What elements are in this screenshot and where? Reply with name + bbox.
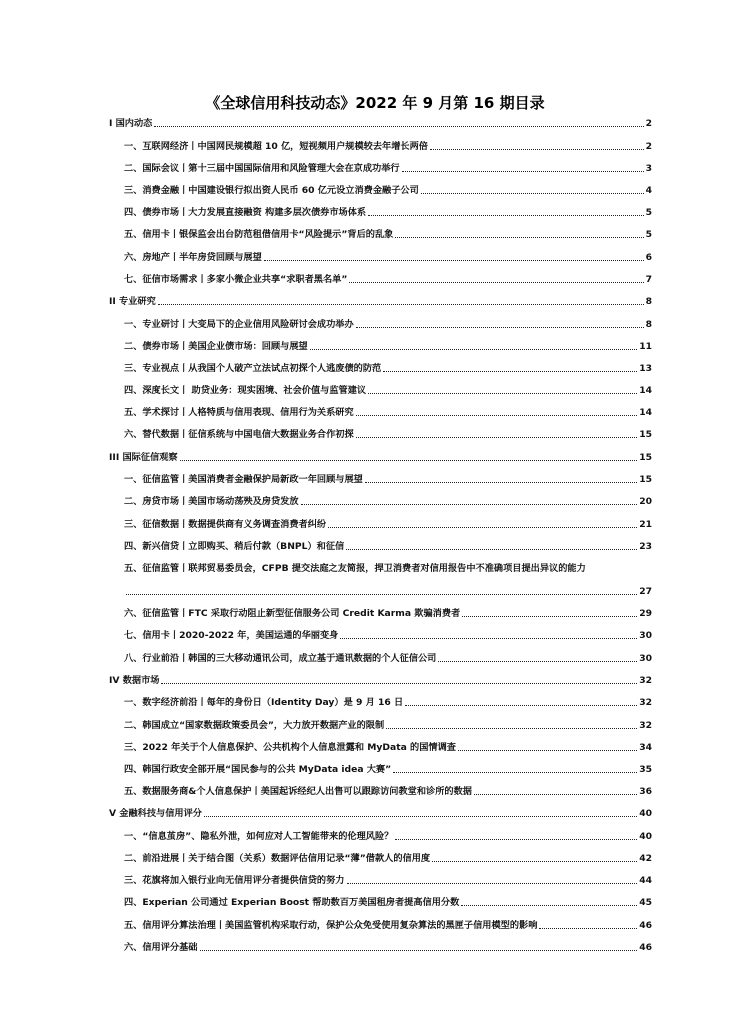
toc-entry[interactable] — [109, 274, 652, 286]
toc-entry[interactable] — [109, 608, 652, 620]
toc-entry[interactable] — [109, 563, 652, 598]
toc-page-number: 14 — [639, 407, 652, 419]
toc-page-number: 3 — [645, 162, 652, 174]
toc-entry-label: 三、专业视点丨从我国个人破产立法试点初探个人逃废债的防范 — [124, 362, 382, 374]
toc-entry-label: 二、前沿进展丨关于结合图（关系）数据评估信用记录“薄”借款人的信用度 — [124, 853, 431, 865]
toc-page-number: 32 — [639, 719, 652, 731]
page-title: 《全球信用科技动态》2022 年 9 月第 16 期目录 — [205, 94, 545, 112]
toc-page-number: 42 — [639, 853, 652, 865]
toc-page-number: 29 — [639, 608, 652, 620]
toc-entry-label: V 金融科技与信用评分 — [109, 808, 202, 820]
toc-entry-label: 一、“信息茧房”、隐私外泄，如何应对人工智能带来的伦理风险？ — [124, 830, 394, 842]
toc-entry-label: 二、房贷市场丨美国市场动荡殃及房贷发放 — [124, 496, 299, 508]
dot-leader — [421, 193, 644, 194]
toc-entry[interactable] — [109, 207, 652, 219]
dot-leader — [430, 149, 644, 150]
toc-entry[interactable] — [109, 141, 652, 153]
toc-entry[interactable] — [109, 407, 652, 419]
toc-page-number: 15 — [639, 451, 652, 463]
toc-entry-label: II 专业研究 — [109, 295, 156, 307]
toc-entry[interactable] — [109, 474, 652, 486]
toc-entry-label: 二、债券市场丨美国企业债市场：回顾与展望 — [124, 340, 308, 352]
toc-entry-label: 三、2022 年关于个人信息保护、公共机构个人信息泄露和 MyData 的国情调查 — [124, 741, 456, 753]
toc-entry[interactable] — [109, 429, 652, 441]
toc-section-entry[interactable] — [109, 808, 652, 820]
dot-leader — [347, 883, 638, 884]
toc-entry-label: I 国内动态 — [109, 118, 153, 129]
toc-page-number: 46 — [639, 941, 652, 953]
toc-entry-label: 四、韩国行政安全部开展“国民参与的公共 MyData idea 大赛” — [124, 763, 392, 775]
toc-entry-label: 七、信用卡丨2020-2022 年，美国运通的华丽变身 — [124, 630, 339, 642]
toc-entry-label: 七、征信市场需求丨多家小微企业共享“求职者黑名单” — [124, 273, 348, 285]
toc-entry-label: 五、数据服务商&个人信息保护丨美国起诉经纪人出售可以跟踪访问教堂和诊所的数据 — [124, 786, 472, 798]
toc-page-number: 40 — [639, 830, 652, 842]
dot-leader — [310, 349, 637, 350]
toc-entry-label: 六、信用评分基础 — [124, 941, 198, 953]
toc-page-number: 13 — [639, 362, 652, 374]
toc-page-number: 36 — [639, 786, 652, 798]
toc-page-number: 8 — [645, 295, 652, 307]
toc-page-number: 7 — [645, 273, 652, 285]
dot-leader — [180, 460, 638, 461]
toc-entry-label: 一、数字经济前沿丨每年的身份日（Identity Day）是 9 月 16 日 — [124, 697, 404, 709]
toc-entry[interactable] — [109, 742, 652, 754]
toc-page-number: 34 — [639, 741, 652, 753]
dot-leader — [346, 549, 637, 550]
toc-entry[interactable] — [109, 496, 652, 508]
dot-leader — [393, 772, 637, 773]
dot-leader — [126, 594, 637, 595]
dot-leader — [204, 816, 637, 817]
toc-entry[interactable] — [109, 229, 652, 241]
toc-page-number: 32 — [639, 697, 652, 709]
dot-leader — [328, 527, 637, 528]
toc-entry-label: IV 数据市场 — [109, 674, 160, 686]
toc-entry-label: III 国际征信观察 — [109, 451, 178, 463]
toc-entry-label: 六、房地产丨半年房贷回顾与展望 — [124, 251, 262, 263]
dot-leader — [161, 683, 637, 684]
dot-leader — [356, 437, 638, 438]
toc-page-number: 15 — [639, 429, 652, 441]
toc-entry-label: 三、花旗将加入银行业向无信用评分者提供信贷的努力 — [124, 875, 345, 887]
toc-entry-label: 五、征信监管丨联邦贸易委员会，CFPB 提交法庭之友简报，捍卫消费者对信用报告中不准确项目提出异议的能力 — [124, 562, 586, 574]
toc-page-number: 45 — [639, 897, 652, 909]
dot-leader — [402, 171, 644, 172]
toc-entry[interactable] — [109, 697, 652, 709]
toc-entry-label: 三、消费金融丨中国建设银行拟出资人民币 60 亿元设立消费金融子公司 — [124, 184, 419, 196]
toc-section-entry[interactable] — [109, 118, 652, 130]
toc-entry-label: 八、行业前沿丨韩国的三大移动通讯公司，成立基于通讯数据的个人征信公司 — [124, 652, 437, 664]
toc-entry[interactable] — [109, 920, 652, 932]
toc-entry[interactable] — [109, 831, 652, 843]
toc-page-number: 2 — [645, 140, 652, 152]
toc-entry-label: 四、深度长文丨 助贷业务：现实困境、社会价值与监管建议 — [124, 385, 367, 397]
toc-entry-label: 五、信用卡丨银保监会出台防范租借信用卡“风险提示”背后的乱象 — [124, 229, 394, 241]
toc-page-number: 5 — [645, 229, 652, 241]
dot-leader — [458, 750, 637, 751]
dot-leader — [462, 616, 637, 617]
toc-entry-label: 五、信用评分算法治理丨美国监管机构采取行动，保护公众免受使用复杂算法的黑匣子信用模型的影响 — [124, 919, 538, 931]
toc-entry-label: 三、征信数据丨数据提供商有义务调查消费者纠纷 — [124, 518, 327, 530]
toc-entry-label: 一、征信监管丨美国消费者金融保护局新政一年回顾与展望 — [124, 474, 363, 486]
toc-page-number: 2 — [645, 118, 652, 129]
toc-entry[interactable] — [109, 185, 652, 197]
toc-entry[interactable] — [109, 720, 652, 732]
toc-page-number: 23 — [639, 540, 652, 552]
toc-entry[interactable] — [109, 163, 652, 175]
toc-entry-label: 六、替代数据丨征信系统与中国电信大数据业务合作初探 — [124, 429, 354, 441]
dot-leader — [356, 415, 638, 416]
toc-entry[interactable] — [109, 942, 652, 954]
toc-page-number: 40 — [639, 808, 652, 820]
toc-page-number: 21 — [639, 518, 652, 530]
toc-page-number: 8 — [645, 318, 652, 330]
toc-page-number: 6 — [645, 251, 652, 263]
dot-leader — [301, 504, 638, 505]
toc-page-number: 44 — [639, 875, 652, 887]
dot-leader — [383, 371, 637, 372]
dot-leader — [474, 794, 637, 795]
dot-leader — [264, 260, 644, 261]
toc-entry[interactable] — [109, 252, 652, 264]
toc-page-number: 14 — [639, 385, 652, 397]
dot-leader — [432, 861, 637, 862]
toc-entry[interactable] — [109, 363, 652, 375]
toc-entry[interactable] — [109, 897, 652, 909]
toc-entry[interactable] — [109, 786, 652, 798]
dot-leader — [438, 661, 637, 662]
toc-page-number: 35 — [639, 763, 652, 775]
toc-entry-label: 二、国际会议丨第十三届中国国际信用和风险管理大会在京成功举行 — [124, 162, 400, 174]
dot-leader — [349, 282, 643, 283]
dot-leader — [356, 327, 644, 328]
toc-page-number: 11 — [639, 340, 652, 352]
toc-entry[interactable] — [109, 764, 652, 776]
toc-entry[interactable] — [109, 541, 652, 553]
toc-entry[interactable] — [109, 853, 652, 865]
dot-leader — [461, 905, 637, 906]
toc-entry[interactable] — [109, 319, 652, 331]
toc-entry-label: 四、新兴信贷丨立即购买、稍后付款（BNPL）和征信 — [124, 540, 345, 552]
toc-page-number: 30 — [639, 630, 652, 642]
dot-leader — [154, 126, 643, 127]
dot-leader — [200, 950, 638, 951]
dot-leader — [368, 393, 637, 394]
toc-entry-label: 四、债券市场丨大力发展直接融资 构建多层次债券市场体系 — [124, 207, 367, 219]
toc-page-number: 15 — [639, 474, 652, 486]
toc-entry[interactable] — [109, 385, 652, 397]
toc-page-number: 32 — [639, 674, 652, 686]
dot-leader — [365, 482, 637, 483]
toc-entry[interactable] — [109, 630, 652, 642]
dot-leader — [395, 237, 643, 238]
dot-leader — [386, 728, 637, 729]
toc-section-entry[interactable] — [109, 452, 652, 464]
toc-entry-label: 四、Experian 公司通过 Experian Boost 帮助数百万美国租房者提高信用分数 — [124, 897, 460, 909]
toc-page-number: 30 — [639, 652, 652, 664]
toc-entry-label: 五、学术探讨丨人格特质与信用表现、信用行为关系研究 — [124, 407, 354, 419]
dot-leader — [340, 638, 637, 639]
toc-entry[interactable] — [109, 653, 652, 665]
toc-entry-label: 一、互联网经济丨中国网民规模超 10 亿，短视频用户规模较去年增长两倍 — [124, 140, 428, 152]
toc-entry-label: 六、征信监管丨FTC 采取行动阻止新型征信服务公司 Credit Karma 欺骗消费者 — [124, 608, 461, 620]
toc-page-number: 46 — [639, 919, 652, 931]
table-of-contents — [109, 118, 652, 964]
dot-leader — [405, 705, 637, 706]
toc-entry[interactable] — [109, 875, 652, 887]
toc-section-entry[interactable] — [109, 675, 652, 687]
toc-page-number: 5 — [645, 207, 652, 219]
toc-entry-label: 二、韩国成立“国家数据政策委员会”，大力放开数据产业的限制 — [124, 719, 385, 731]
toc-section-entry[interactable] — [109, 296, 652, 308]
toc-entry-label: 一、专业研讨丨大变局下的企业信用风险研讨会成功举办 — [124, 318, 354, 330]
dot-leader — [368, 215, 644, 216]
dot-leader — [395, 839, 637, 840]
toc-entry[interactable] — [109, 341, 652, 353]
toc-page-number: 4 — [645, 184, 652, 196]
toc-page-number: 27 — [639, 585, 652, 597]
toc-page-number: 20 — [639, 496, 652, 508]
dot-leader — [539, 928, 637, 929]
dot-leader — [158, 304, 644, 305]
toc-entry[interactable] — [109, 519, 652, 531]
